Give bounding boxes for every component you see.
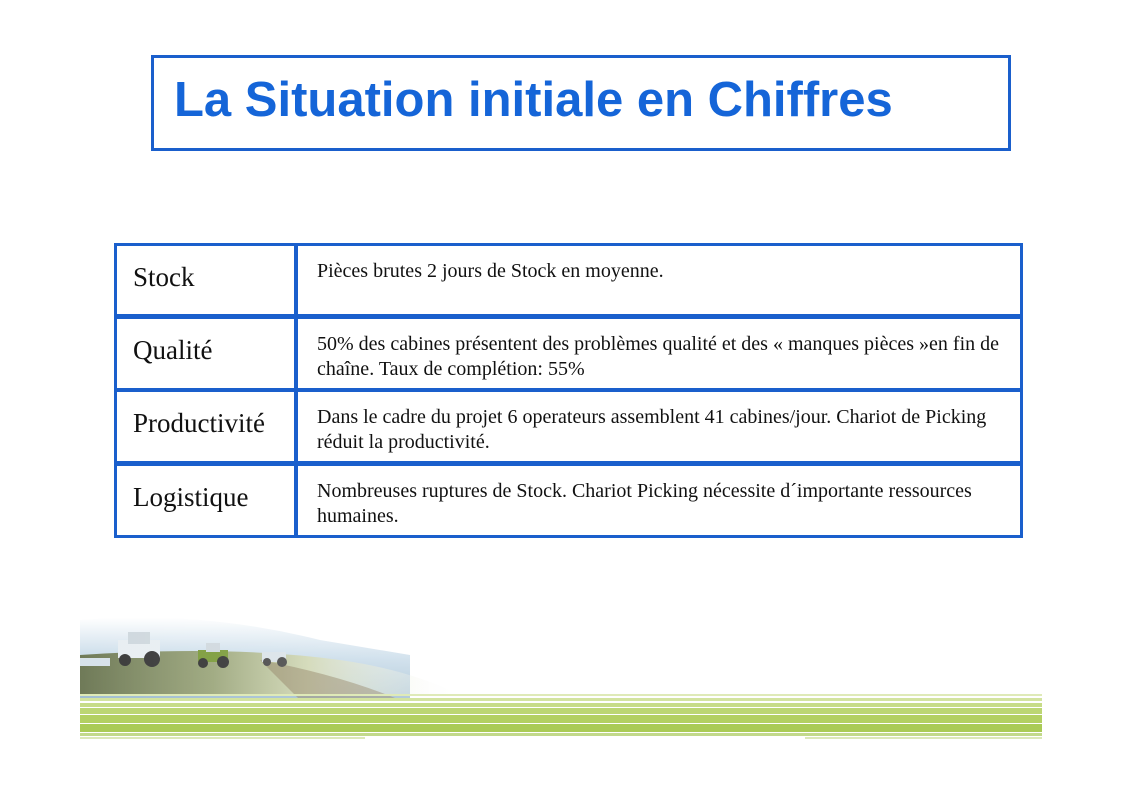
row-value-logistique: Nombreuses ruptures de Stock. Chariot Picking nécessite d´importante ressources humaines. (317, 480, 972, 527)
farm-field-illustration (80, 600, 1042, 745)
table-row-productivite (114, 389, 1023, 464)
table-row-logistique (114, 463, 1023, 538)
title-box (151, 55, 1011, 151)
row-label-logistique: Logistique (133, 482, 249, 512)
value-cell (295, 316, 1023, 391)
situation-table (114, 243, 1023, 538)
row-label-productivite: Productivité (133, 408, 265, 438)
label-cell (114, 389, 297, 464)
row-value-stock: Pièces brutes 2 jours de Stock en moyenne. (317, 260, 664, 282)
value-cell (295, 243, 1023, 317)
value-cell (295, 389, 1023, 464)
row-label-stock: Stock (133, 262, 195, 292)
slide-title: La Situation initiale en Chiffres (174, 73, 893, 127)
table-row-qualite (114, 316, 1023, 391)
footer-banner (80, 600, 1042, 745)
label-cell (114, 316, 297, 391)
label-cell (114, 463, 297, 538)
row-value-productivite: Dans le cadre du projet 6 operateurs assemblent 41 cabines/jour. Chariot de Picking réduit la productivité. (317, 406, 987, 453)
table-row-stock (114, 243, 1023, 317)
label-cell (114, 243, 297, 317)
value-cell (295, 463, 1023, 538)
row-value-qualite: 50% des cabines présentent des problèmes qualité et des « manques pièces »en fin de chaîne. Taux de complétion: 55% (317, 333, 1000, 380)
row-label-qualite: Qualité (133, 335, 213, 365)
